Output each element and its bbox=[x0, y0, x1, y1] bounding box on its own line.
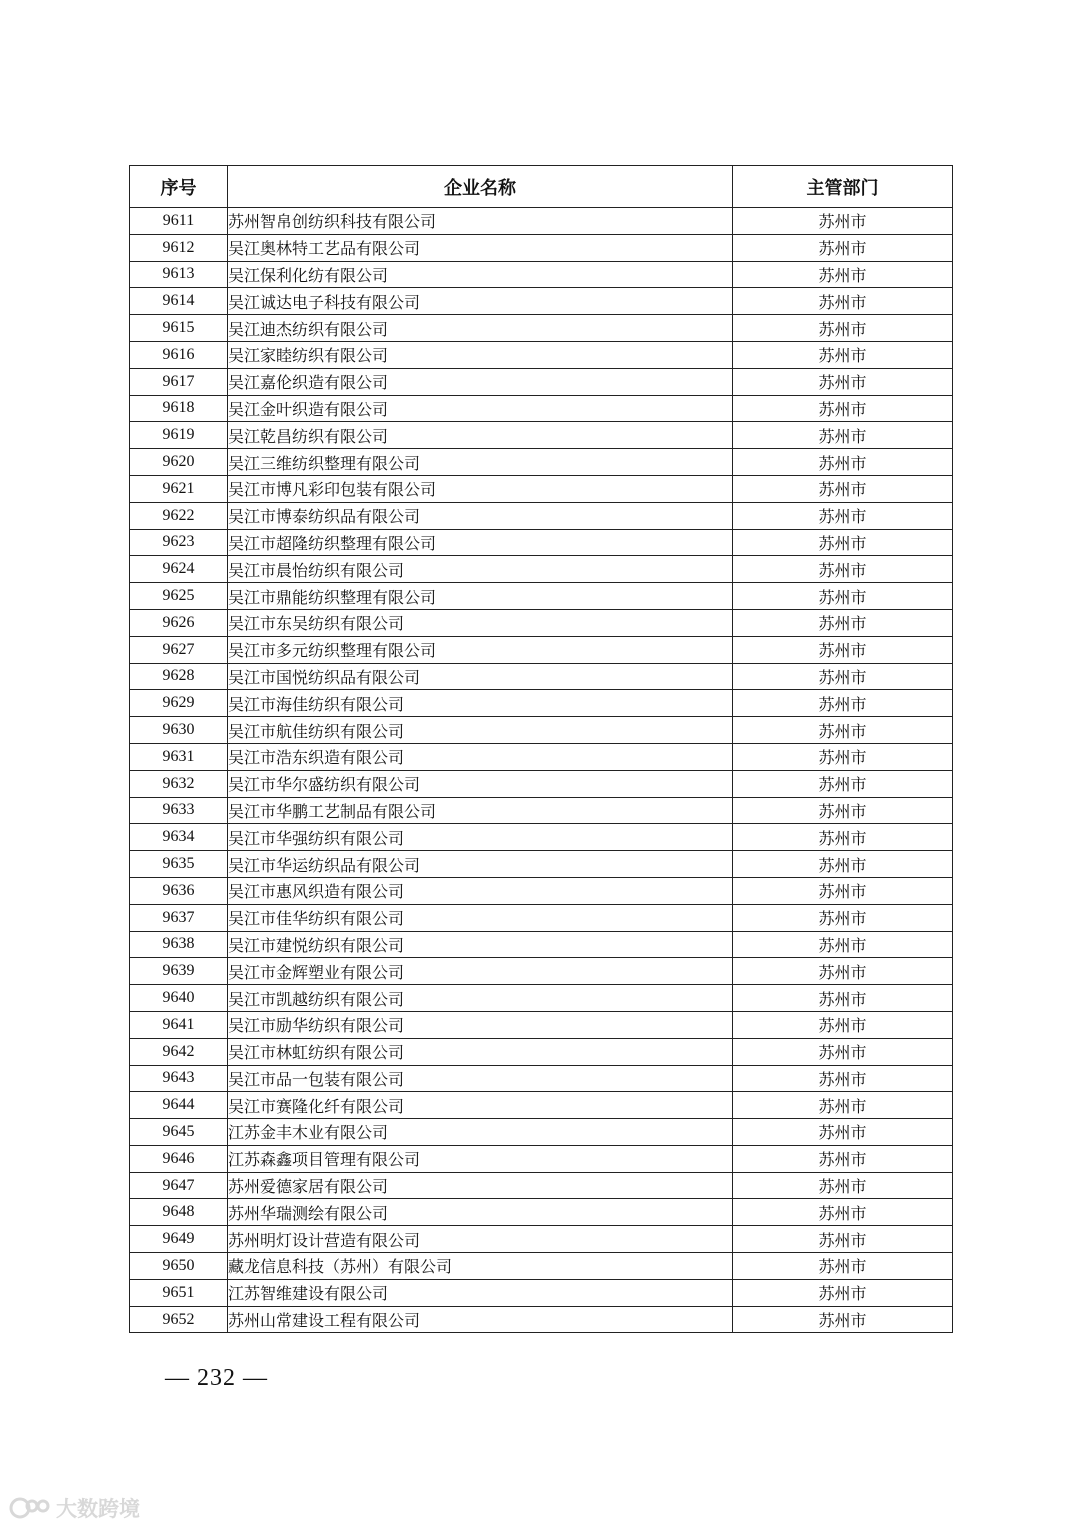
table-row bbox=[130, 341, 953, 368]
table-row bbox=[130, 1279, 953, 1306]
table-row bbox=[130, 1172, 953, 1199]
table-row bbox=[130, 958, 953, 985]
cell-company-name: 吴江家睦纺织有限公司 bbox=[228, 341, 733, 368]
table-row bbox=[130, 743, 953, 770]
table-row bbox=[130, 234, 953, 261]
cell-company-name: 吴江市航佳纺织有限公司 bbox=[228, 717, 733, 744]
cell-department: 苏州市 bbox=[733, 904, 953, 931]
table-row bbox=[130, 449, 953, 476]
table-row bbox=[130, 851, 953, 878]
cell-department: 苏州市 bbox=[733, 502, 953, 529]
cell-company-name: 吴江市东吴纺织有限公司 bbox=[228, 609, 733, 636]
cell-company-name: 吴江诚达电子科技有限公司 bbox=[228, 288, 733, 315]
cell-department: 苏州市 bbox=[733, 797, 953, 824]
table-row bbox=[130, 1253, 953, 1280]
cell-department: 苏州市 bbox=[733, 1253, 953, 1280]
cell-department: 苏州市 bbox=[733, 717, 953, 744]
cell-department: 苏州市 bbox=[733, 261, 953, 288]
table-row bbox=[130, 1199, 953, 1226]
table-row bbox=[130, 904, 953, 931]
table-row bbox=[130, 1011, 953, 1038]
cell-department: 苏州市 bbox=[733, 583, 953, 610]
cell-company-name: 吴江市多元纺织整理有限公司 bbox=[228, 636, 733, 663]
cell-serial-number: 9629 bbox=[130, 690, 228, 717]
table-header-row bbox=[130, 166, 953, 208]
cell-serial-number: 9634 bbox=[130, 824, 228, 851]
cell-company-name: 吴江市赛隆化纤有限公司 bbox=[228, 1092, 733, 1119]
cell-department: 苏州市 bbox=[733, 234, 953, 261]
cell-serial-number: 9621 bbox=[130, 475, 228, 502]
cell-serial-number: 9646 bbox=[130, 1145, 228, 1172]
cell-department: 苏州市 bbox=[733, 1226, 953, 1253]
cell-company-name: 吴江市凯越纺织有限公司 bbox=[228, 985, 733, 1012]
table-row bbox=[130, 1145, 953, 1172]
cell-serial-number: 9631 bbox=[130, 743, 228, 770]
cell-department: 苏州市 bbox=[733, 395, 953, 422]
cell-serial-number: 9650 bbox=[130, 1253, 228, 1280]
cell-department: 苏州市 bbox=[733, 851, 953, 878]
cell-company-name: 吴江市华强纺织有限公司 bbox=[228, 824, 733, 851]
cell-department: 苏州市 bbox=[733, 288, 953, 315]
cell-company-name: 吴江迪杰纺织有限公司 bbox=[228, 315, 733, 342]
header-serial-number: 序号 bbox=[130, 166, 228, 208]
cell-serial-number: 9615 bbox=[130, 315, 228, 342]
cell-serial-number: 9614 bbox=[130, 288, 228, 315]
cell-company-name: 吴江市惠风织造有限公司 bbox=[228, 877, 733, 904]
cell-department: 苏州市 bbox=[733, 208, 953, 235]
cell-company-name: 吴江市品一包装有限公司 bbox=[228, 1065, 733, 1092]
cell-department: 苏州市 bbox=[733, 1092, 953, 1119]
cell-serial-number: 9639 bbox=[130, 958, 228, 985]
cell-company-name: 吴江市晨怡纺织有限公司 bbox=[228, 556, 733, 583]
table-row bbox=[130, 1065, 953, 1092]
cell-department: 苏州市 bbox=[733, 475, 953, 502]
cell-serial-number: 9620 bbox=[130, 449, 228, 476]
table-row bbox=[130, 395, 953, 422]
cell-serial-number: 9643 bbox=[130, 1065, 228, 1092]
cell-department: 苏州市 bbox=[733, 449, 953, 476]
table-row bbox=[130, 1038, 953, 1065]
cell-company-name: 吴江市超隆纺织整理有限公司 bbox=[228, 529, 733, 556]
cell-company-name: 江苏森鑫项目管理有限公司 bbox=[228, 1145, 733, 1172]
cell-company-name: 苏州爱德家居有限公司 bbox=[228, 1172, 733, 1199]
cell-serial-number: 9642 bbox=[130, 1038, 228, 1065]
cell-department: 苏州市 bbox=[733, 1145, 953, 1172]
cell-serial-number: 9632 bbox=[130, 770, 228, 797]
cell-serial-number: 9611 bbox=[130, 208, 228, 235]
cell-company-name: 吴江市林虹纺织有限公司 bbox=[228, 1038, 733, 1065]
cell-company-name: 吴江市华鹏工艺制品有限公司 bbox=[228, 797, 733, 824]
cell-department: 苏州市 bbox=[733, 368, 953, 395]
cell-serial-number: 9622 bbox=[130, 502, 228, 529]
table-row bbox=[130, 690, 953, 717]
cell-department: 苏州市 bbox=[733, 1038, 953, 1065]
cell-company-name: 藏龙信息科技（苏州）有限公司 bbox=[228, 1253, 733, 1280]
cell-department: 苏州市 bbox=[733, 1011, 953, 1038]
table-row bbox=[130, 502, 953, 529]
cell-serial-number: 9618 bbox=[130, 395, 228, 422]
table-row bbox=[130, 1226, 953, 1253]
cell-company-name: 吴江市浩东织造有限公司 bbox=[228, 743, 733, 770]
cell-department: 苏州市 bbox=[733, 1119, 953, 1146]
table-row bbox=[130, 529, 953, 556]
header-department: 主管部门 bbox=[733, 166, 953, 208]
table-row bbox=[130, 985, 953, 1012]
cell-department: 苏州市 bbox=[733, 663, 953, 690]
cell-company-name: 吴江市国悦纺织品有限公司 bbox=[228, 663, 733, 690]
cell-serial-number: 9613 bbox=[130, 261, 228, 288]
cell-department: 苏州市 bbox=[733, 743, 953, 770]
cell-serial-number: 9638 bbox=[130, 931, 228, 958]
table-row bbox=[130, 583, 953, 610]
cell-company-name: 吴江市华运纺织品有限公司 bbox=[228, 851, 733, 878]
cell-company-name: 吴江三维纺织整理有限公司 bbox=[228, 449, 733, 476]
page-number: — 232 — bbox=[165, 1365, 268, 1391]
cell-serial-number: 9628 bbox=[130, 663, 228, 690]
table-row bbox=[130, 315, 953, 342]
table-row bbox=[130, 261, 953, 288]
table-row bbox=[130, 1119, 953, 1146]
table-row bbox=[130, 1092, 953, 1119]
cell-serial-number: 9640 bbox=[130, 985, 228, 1012]
cell-department: 苏州市 bbox=[733, 958, 953, 985]
cell-company-name: 苏州山常建设工程有限公司 bbox=[228, 1306, 733, 1333]
table-row bbox=[130, 797, 953, 824]
table-row bbox=[130, 663, 953, 690]
cell-serial-number: 9630 bbox=[130, 717, 228, 744]
table-row bbox=[130, 770, 953, 797]
cell-serial-number: 9644 bbox=[130, 1092, 228, 1119]
watermark-text: 大数跨境 bbox=[56, 1497, 140, 1521]
cell-serial-number: 9627 bbox=[130, 636, 228, 663]
table-row bbox=[130, 208, 953, 235]
cell-serial-number: 9612 bbox=[130, 234, 228, 261]
table-row bbox=[130, 475, 953, 502]
cell-department: 苏州市 bbox=[733, 1279, 953, 1306]
cell-department: 苏州市 bbox=[733, 341, 953, 368]
cell-serial-number: 9623 bbox=[130, 529, 228, 556]
table-row bbox=[130, 556, 953, 583]
cell-company-name: 江苏智维建设有限公司 bbox=[228, 1279, 733, 1306]
cell-serial-number: 9616 bbox=[130, 341, 228, 368]
cell-company-name: 吴江市博泰纺织品有限公司 bbox=[228, 502, 733, 529]
table-row bbox=[130, 368, 953, 395]
cell-serial-number: 9651 bbox=[130, 1279, 228, 1306]
cell-department: 苏州市 bbox=[733, 529, 953, 556]
watermark bbox=[8, 1493, 140, 1523]
enterprise-table bbox=[129, 165, 953, 1333]
cell-serial-number: 9641 bbox=[130, 1011, 228, 1038]
cell-company-name: 吴江市金辉塑业有限公司 bbox=[228, 958, 733, 985]
cell-serial-number: 9619 bbox=[130, 422, 228, 449]
cell-serial-number: 9648 bbox=[130, 1199, 228, 1226]
cell-serial-number: 9636 bbox=[130, 877, 228, 904]
cell-company-name: 吴江金叶织造有限公司 bbox=[228, 395, 733, 422]
cell-serial-number: 9633 bbox=[130, 797, 228, 824]
cell-serial-number: 9624 bbox=[130, 556, 228, 583]
cell-department: 苏州市 bbox=[733, 1065, 953, 1092]
table-row bbox=[130, 931, 953, 958]
cell-department: 苏州市 bbox=[733, 636, 953, 663]
cell-serial-number: 9637 bbox=[130, 904, 228, 931]
table-row bbox=[130, 1306, 953, 1333]
cell-company-name: 吴江嘉伦织造有限公司 bbox=[228, 368, 733, 395]
table-row bbox=[130, 824, 953, 851]
cell-department: 苏州市 bbox=[733, 315, 953, 342]
cell-department: 苏州市 bbox=[733, 931, 953, 958]
cell-serial-number: 9635 bbox=[130, 851, 228, 878]
cell-company-name: 苏州明灯设计营造有限公司 bbox=[228, 1226, 733, 1253]
table-row bbox=[130, 288, 953, 315]
cell-company-name: 苏州华瑞测绘有限公司 bbox=[228, 1199, 733, 1226]
cell-department: 苏州市 bbox=[733, 770, 953, 797]
cell-department: 苏州市 bbox=[733, 1172, 953, 1199]
cell-department: 苏州市 bbox=[733, 877, 953, 904]
cell-department: 苏州市 bbox=[733, 690, 953, 717]
cell-company-name: 吴江市华尔盛纺织有限公司 bbox=[228, 770, 733, 797]
table-row bbox=[130, 877, 953, 904]
table-body bbox=[130, 208, 953, 1333]
cell-company-name: 吴江市佳华纺织有限公司 bbox=[228, 904, 733, 931]
cell-company-name: 吴江乾昌纺织有限公司 bbox=[228, 422, 733, 449]
cell-serial-number: 9625 bbox=[130, 583, 228, 610]
cell-department: 苏州市 bbox=[733, 824, 953, 851]
header-company-name: 企业名称 bbox=[228, 166, 733, 208]
cell-department: 苏州市 bbox=[733, 985, 953, 1012]
cell-company-name: 吴江保利化纺有限公司 bbox=[228, 261, 733, 288]
logo-icon bbox=[8, 1496, 52, 1520]
cell-department: 苏州市 bbox=[733, 1306, 953, 1333]
cell-serial-number: 9645 bbox=[130, 1119, 228, 1146]
cell-company-name: 江苏金丰木业有限公司 bbox=[228, 1119, 733, 1146]
cell-company-name: 吴江市建悦纺织有限公司 bbox=[228, 931, 733, 958]
cell-company-name: 吴江市励华纺织有限公司 bbox=[228, 1011, 733, 1038]
cell-serial-number: 9649 bbox=[130, 1226, 228, 1253]
table-row bbox=[130, 636, 953, 663]
cell-company-name: 苏州智帛创纺织科技有限公司 bbox=[228, 208, 733, 235]
cell-department: 苏州市 bbox=[733, 422, 953, 449]
cell-company-name: 吴江奥林特工艺品有限公司 bbox=[228, 234, 733, 261]
cell-company-name: 吴江市鼎能纺织整理有限公司 bbox=[228, 583, 733, 610]
cell-department: 苏州市 bbox=[733, 609, 953, 636]
cell-serial-number: 9647 bbox=[130, 1172, 228, 1199]
cell-serial-number: 9652 bbox=[130, 1306, 228, 1333]
cell-department: 苏州市 bbox=[733, 1199, 953, 1226]
cell-company-name: 吴江市海佳纺织有限公司 bbox=[228, 690, 733, 717]
table-row bbox=[130, 422, 953, 449]
cell-serial-number: 9617 bbox=[130, 368, 228, 395]
table-row bbox=[130, 717, 953, 744]
cell-serial-number: 9626 bbox=[130, 609, 228, 636]
cell-company-name: 吴江市博凡彩印包装有限公司 bbox=[228, 475, 733, 502]
cell-department: 苏州市 bbox=[733, 556, 953, 583]
table-row bbox=[130, 609, 953, 636]
